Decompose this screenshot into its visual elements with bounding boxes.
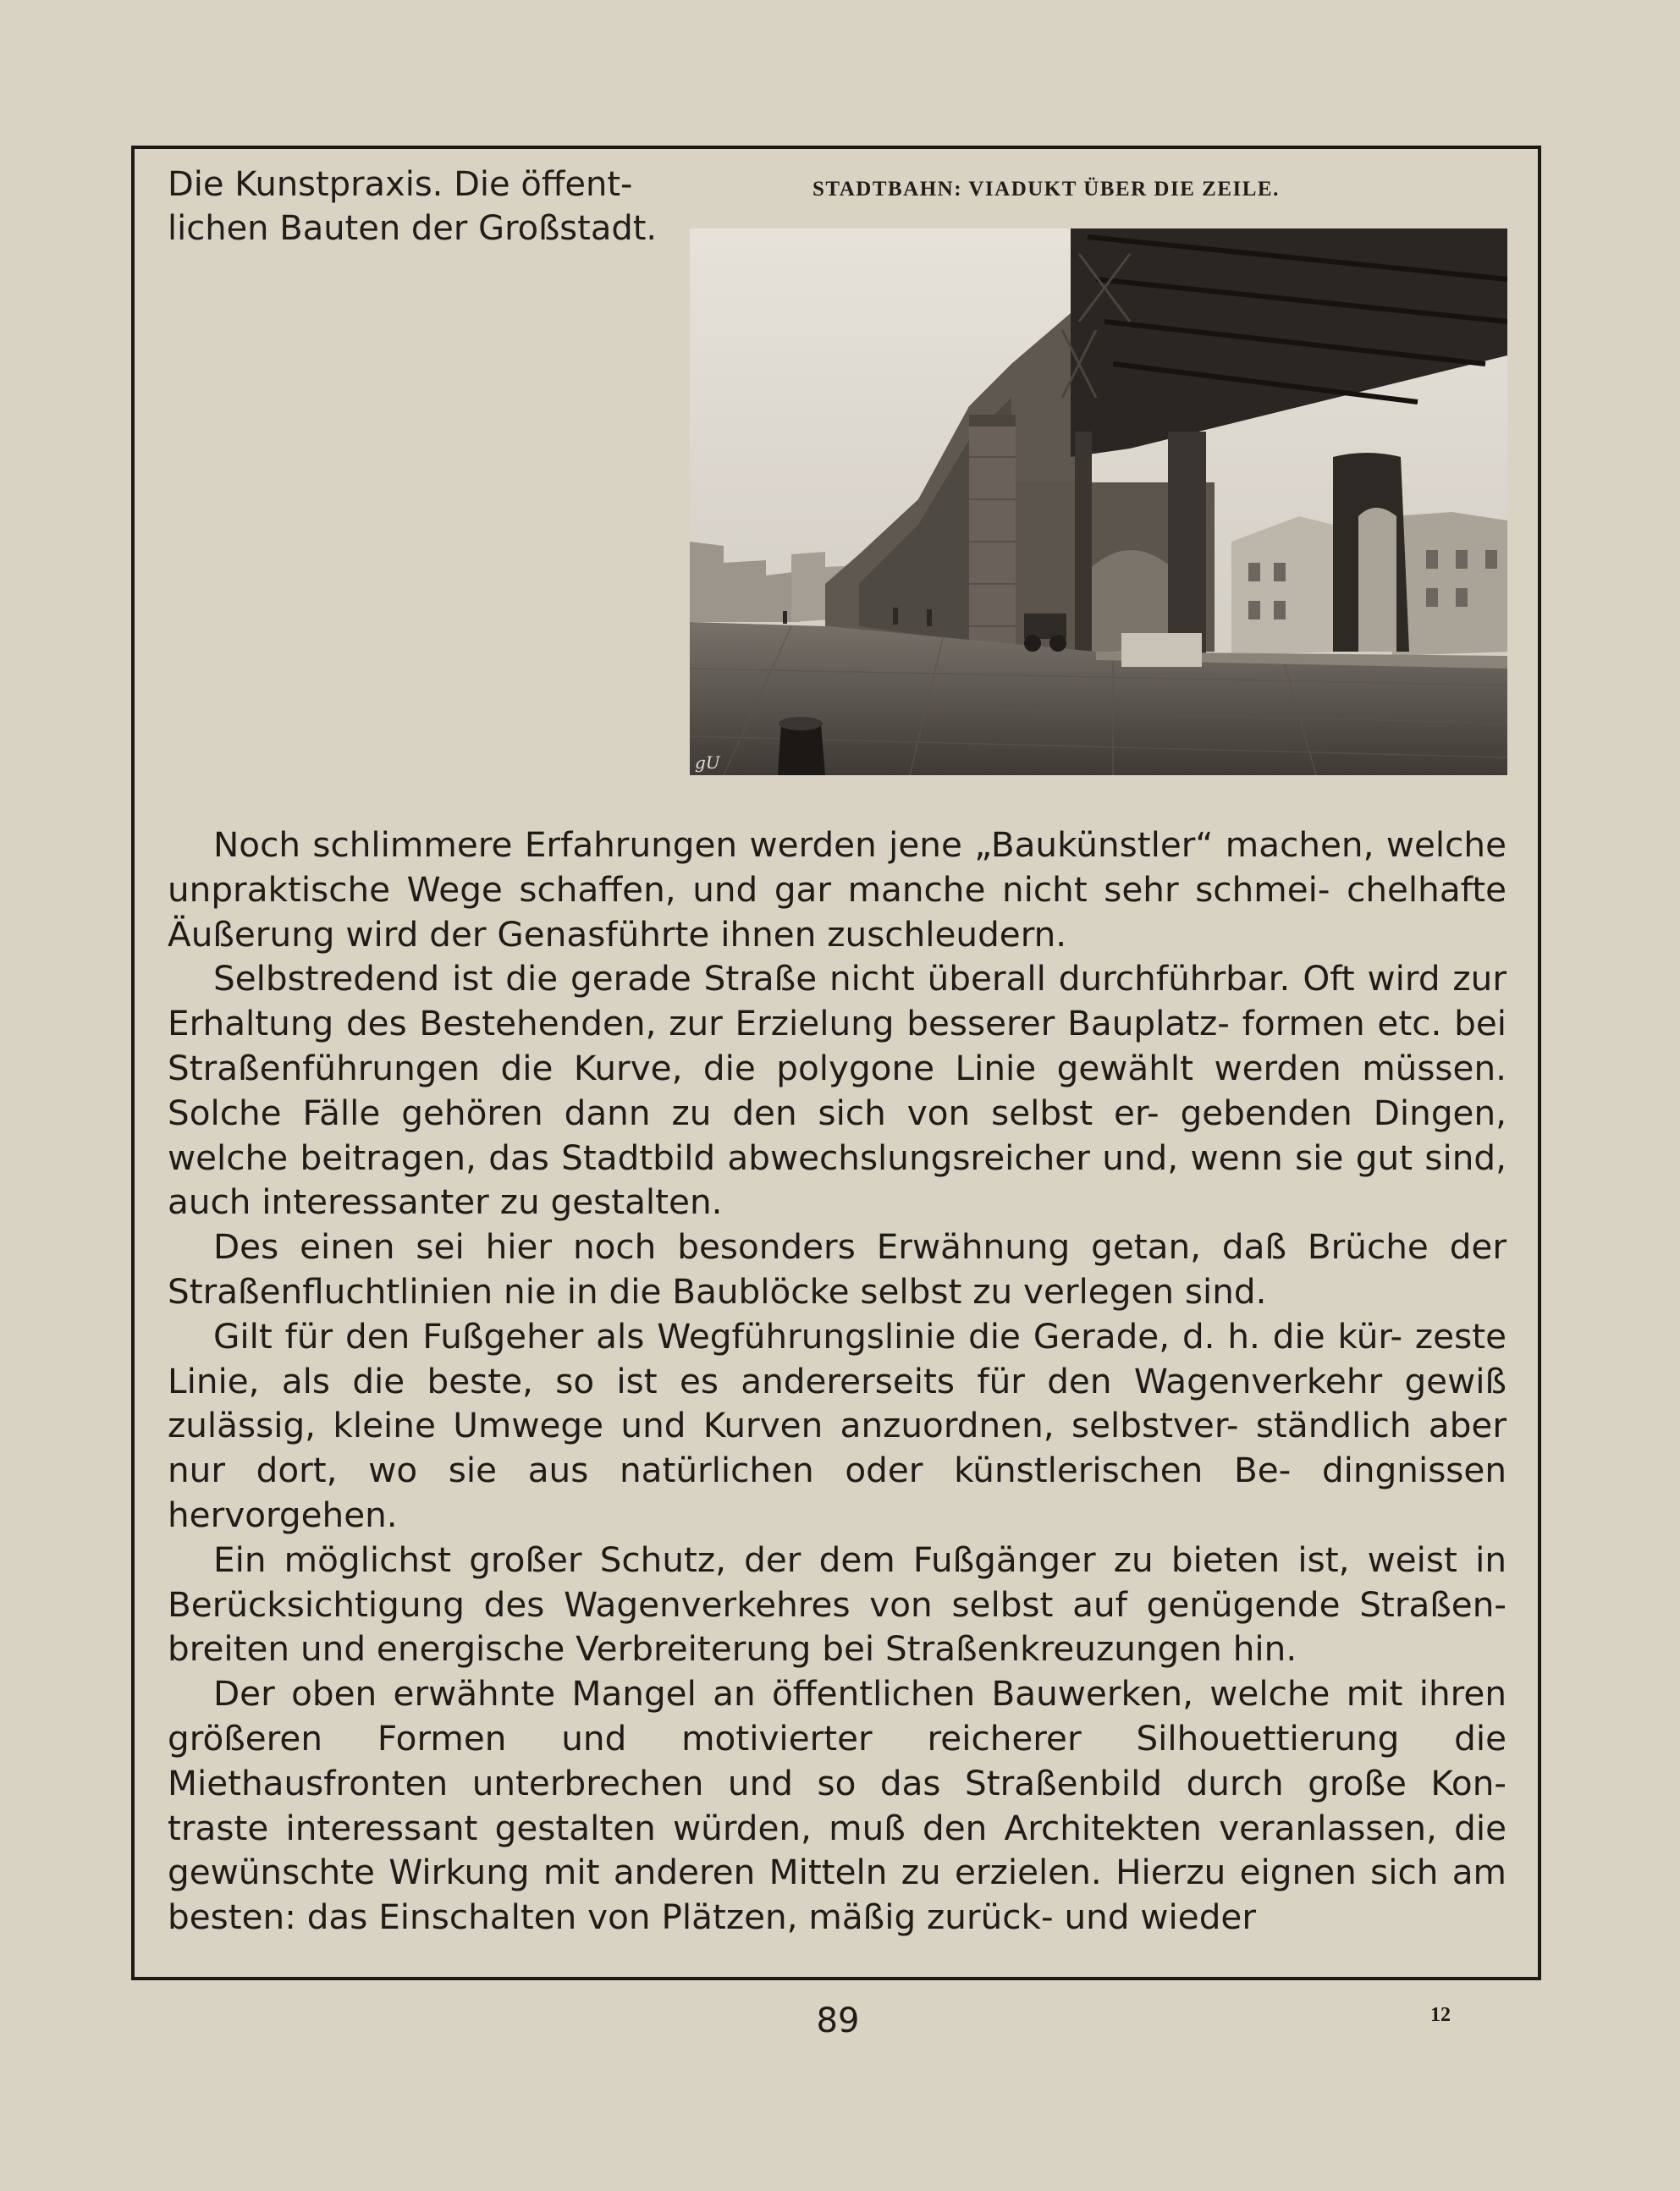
paragraph: Selbstredend ist die gerade Straße nicht überall durchführbar. Oft wird zur Erhaltung des Bestehenden, zur Erzielung besserer Bauplatz- formen etc. bei Straßenführungen die Kurve, die polygone Linie gewählt werden müssen. Solche Fälle gehören dann zu den sich von selbst er- gebenden Dingen, welche beitragen, das Stadtbild abwechslungsreicher und, wenn sie gut sind, auch interessanter zu gestalten. [168,958,1506,1223]
paragraph: Der oben erwähnte Mangel an öffentlichen Bauwerken, welche mit ihren größeren Formen und motivierter reicherer Silhouettierung die Miethausfronten unterbrechen und so das Straßenbild durch große Kon- traste interessant gestalten würden, muß den Architekten veranlassen, die gewünschte Wirkung mit anderen Mitteln zu erzielen. Hierzu eignen sich am besten: das Einschalten von Plätzen, mäßig zurück- und wieder [168,1673,1506,1938]
body-text [168,823,1506,1940]
signature-mark: 12 [1430,2004,1451,2026]
paragraph: Noch schlimmere Erfahrungen werden jene „Baukünstler“ machen, welche unpraktische Wege schaffen, und gar manche nicht sehr schmei- chelhafte Äußerung wird der Genasführte ihnen zuschleudern. [168,824,1506,955]
paragraph: Des einen sei hier noch besonders Erwähnung getan, daß Brüche der Straßenfluchtlinien nie in die Baublöcke selbst zu verlegen sind. [168,1226,1506,1312]
page-number: 89 [816,2001,860,2040]
viaduct-photograph [690,228,1507,775]
photographer-mark: gU [695,752,720,773]
paragraph: Gilt für den Fußgeher als Wegführungslinie die Gerade, d. h. die kür- zeste Linie, als die beste, so ist es andererseits für den Wagenverkehr gewiß zulässig, kleine Umwege und Kurven anzuordnen, selbstver- ständlich aber nur dort, wo sie aus natürlichen oder künstlerischen Be- dingnissen hervorgehen. [168,1315,1506,1535]
paragraph: Ein möglichst großer Schutz, der dem Fußgänger zu bieten ist, weist in Berücksichtigung des Wagenverkehres von selbst auf genügende Straßen- breiten und energische Verbreiterung bei Straßenkreuzungen hin. [168,1539,1506,1670]
figure-caption: STADTBAHN: VIADUKT ÜBER DIE ZEILE. [812,178,1280,201]
section-title: Die Kunstpraxis. Die öffent- lichen Bauten der Großstadt. [168,165,658,248]
